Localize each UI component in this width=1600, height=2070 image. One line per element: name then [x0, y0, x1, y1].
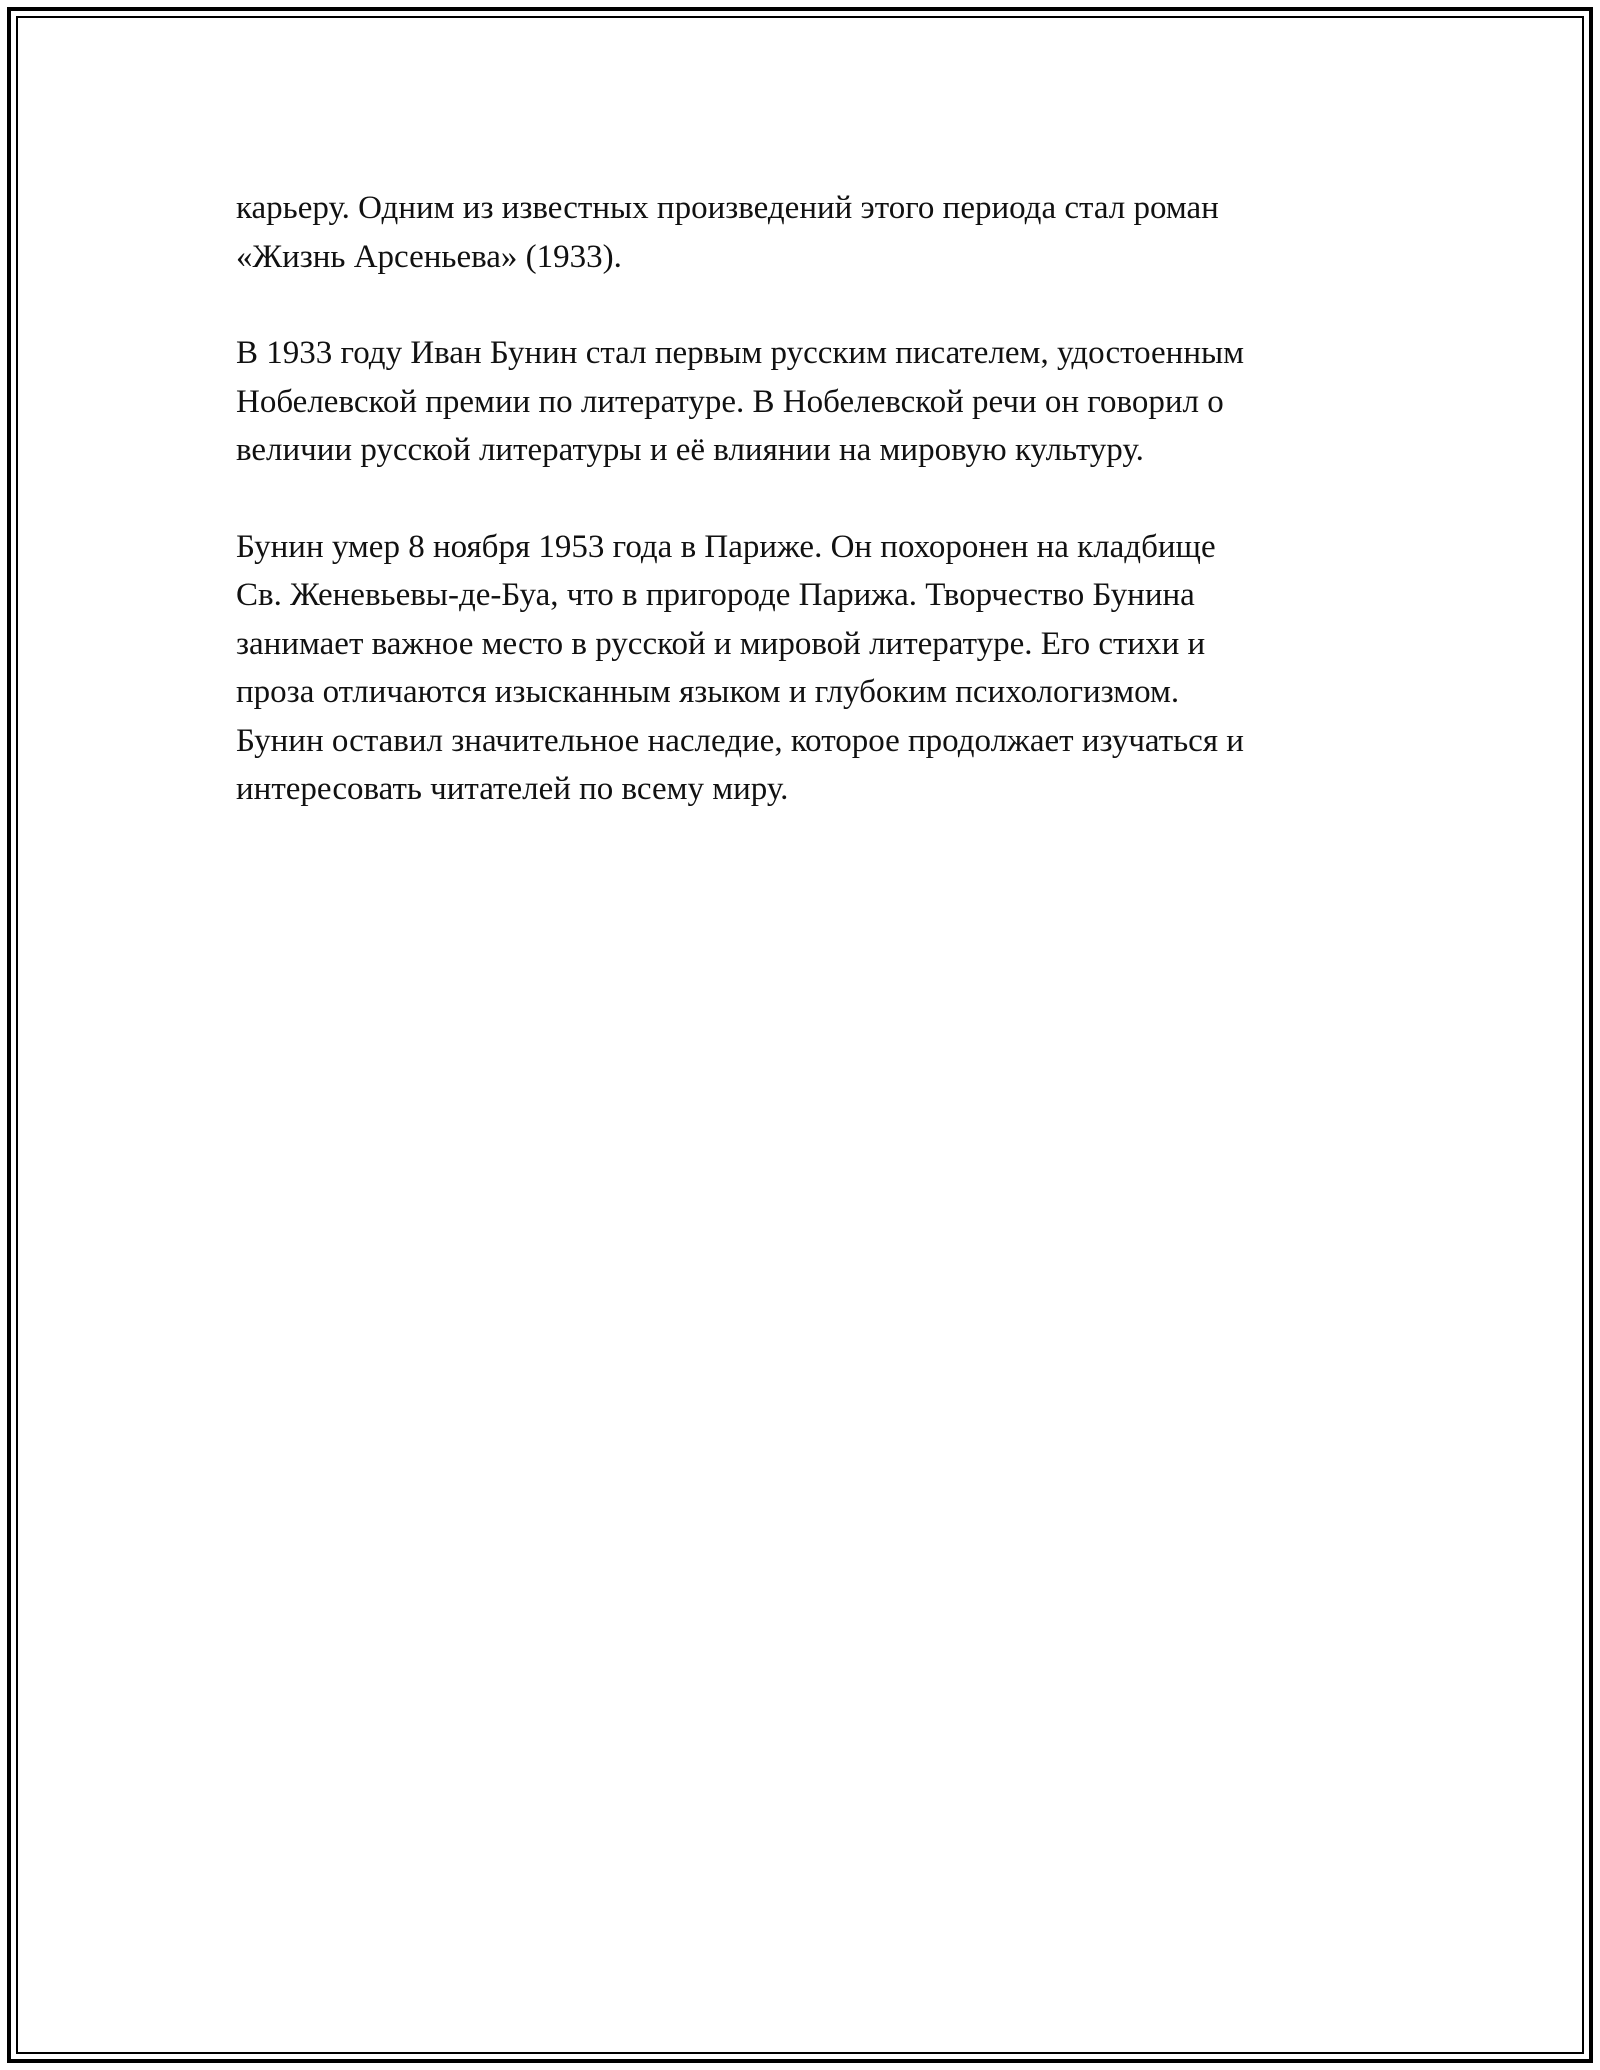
text-line: карьеру. Одним из известных произведений этого периода стал роман [236, 190, 1219, 226]
document-body [236, 184, 1386, 862]
text-line: «Жизнь Арсеньева» (1933). [236, 238, 622, 275]
text-line: величии русской литературы и её влиянии на мировую культуру. [236, 432, 1144, 468]
text-line: Нобелевской премии по литературе. В Нобелевской речи он говорил о [236, 383, 1224, 420]
paragraph-career [236, 184, 1386, 281]
paragraph-death-and-legacy [236, 523, 1386, 814]
text-line: занимает важное место в русской и мировой литературе. Его стихи и [236, 625, 1206, 662]
text-line: Бунин умер 8 ноября 1953 года в Париже. Он похоронен на кладбище [236, 528, 1216, 565]
text-line: Св. Женевьевы-де-Буа, что в пригороде Парижа. Творчество Бунина [236, 577, 1195, 613]
text-line: интересовать читателей по всему миру. [236, 771, 789, 807]
text-line: Бунин оставил значительное наследие, которое продолжает изучаться и [236, 722, 1244, 759]
paragraph-nobel-prize [236, 329, 1386, 475]
text-line: проза отличаются изысканным языком и глубоким психологизмом. [236, 674, 1180, 710]
text-line: В 1933 году Иван Бунин стал первым русским писателем, удостоенным [236, 335, 1245, 371]
